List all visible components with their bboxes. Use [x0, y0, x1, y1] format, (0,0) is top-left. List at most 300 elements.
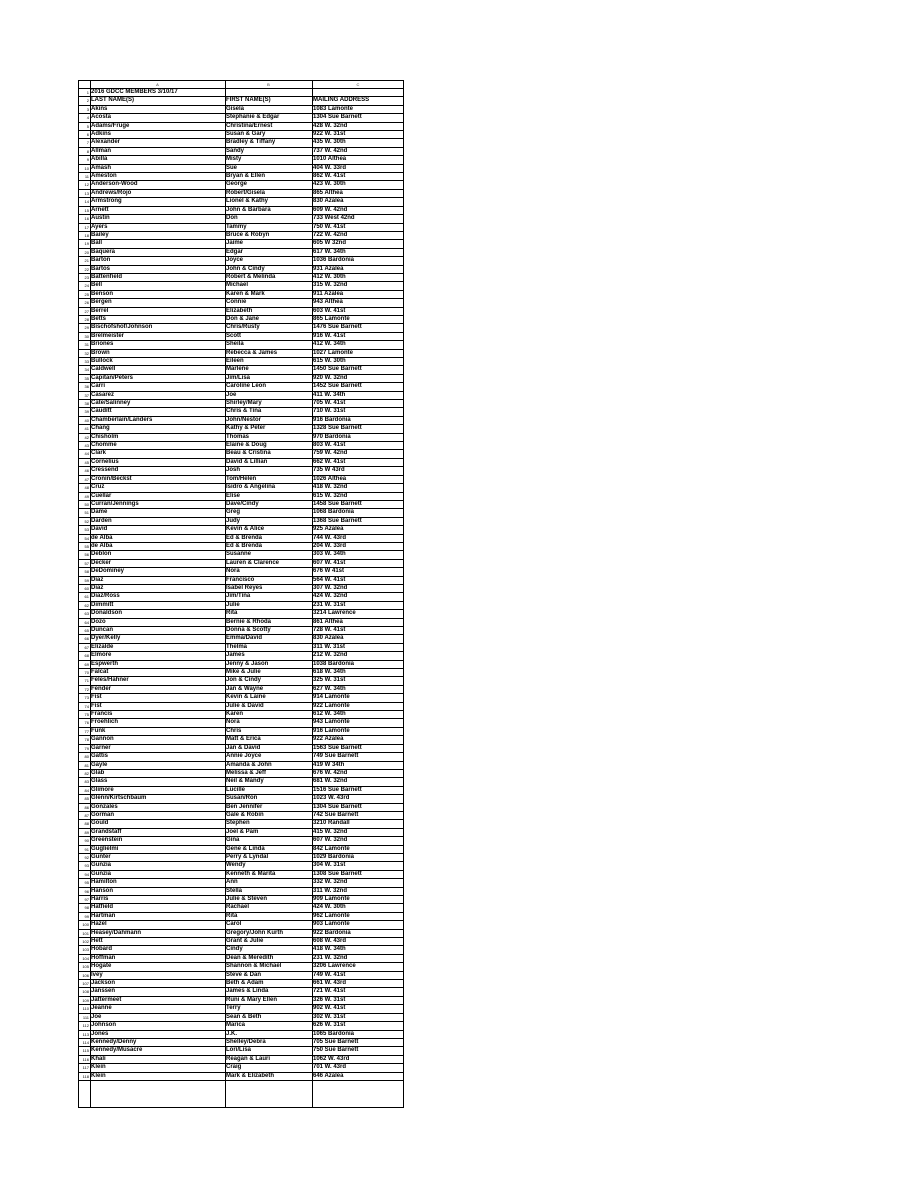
cell-mailing-address: 1062 W. 43rd — [313, 1055, 350, 1062]
cell-mailing-address: 676 W 41st — [313, 568, 345, 575]
cell-mailing-address: 943 Althea — [313, 299, 343, 306]
cell-last-name: Dimmitt — [91, 601, 114, 608]
cell-first-name: Emma/David — [226, 635, 263, 642]
table-row — [79, 1031, 403, 1039]
cell-last-name: Bischofshof/Johnson — [91, 324, 153, 331]
cell-last-name: Donaldson — [91, 610, 122, 617]
row-number: 94 — [84, 871, 89, 877]
row-number: 77 — [84, 728, 89, 734]
cell-mailing-address: 424 W. 32nd — [313, 593, 348, 600]
cell-last-name: Hartman — [91, 912, 116, 919]
table-row — [79, 551, 403, 559]
table-row — [79, 644, 403, 652]
cell-first-name: Shirley/Mary — [226, 400, 262, 407]
column-header-a: A — [156, 82, 159, 87]
table-row — [79, 291, 403, 299]
cell-first-name: Robert/Gisela — [226, 189, 266, 196]
cell-first-name: Bryan & Ellen — [226, 173, 266, 180]
cell-mailing-address: 412 W. 30th — [313, 273, 346, 280]
cell-last-name: Harris — [91, 896, 109, 902]
cell-last-name: Benson — [91, 290, 114, 297]
cell-mailing-address: 721 W. 41st — [313, 988, 346, 995]
table-row — [79, 106, 403, 114]
row-number: 115 — [82, 1048, 89, 1054]
cell-first-name: Kathy & Peter — [226, 425, 266, 432]
cell-mailing-address: 418 W. 32nd — [313, 484, 348, 491]
cell-mailing-address: 909 Lamonte — [313, 896, 350, 902]
row-number: 2 — [86, 98, 89, 104]
cell-last-name: Chomme — [91, 442, 117, 449]
cell-first-name: Susan/Ron — [226, 795, 258, 802]
table-row — [79, 669, 403, 677]
table-row — [79, 434, 403, 442]
table-row — [79, 837, 403, 845]
row-number: 117 — [82, 1065, 89, 1071]
table-row — [79, 812, 403, 820]
row-number: 14 — [84, 199, 89, 205]
row-number: 15 — [84, 207, 89, 213]
cell-last-name: Austin — [91, 215, 110, 222]
row-number: 59 — [84, 577, 89, 583]
row-number: 10 — [84, 165, 89, 171]
grid-line — [312, 81, 313, 1107]
cell-first-name: Grant & Julie — [226, 938, 264, 945]
row-number: 38 — [84, 401, 89, 407]
cell-last-name: Johnson — [91, 1022, 116, 1029]
row-number: 90 — [84, 838, 89, 844]
row-number: 54 — [84, 535, 89, 541]
table-row — [79, 358, 403, 366]
row-number: 58 — [84, 569, 89, 575]
cell-first-name: John & Cindy — [226, 265, 265, 272]
cell-last-name: Hamilton — [91, 879, 117, 886]
cell-last-name: Fist — [91, 702, 102, 709]
cell-mailing-address: 922 W. 31st — [313, 131, 346, 138]
cell-mailing-address: 962 Lamonte — [313, 912, 350, 919]
cell-last-name: Cate/Salinney — [91, 400, 131, 407]
row-number: 106 — [82, 972, 89, 978]
cell-mailing-address: 411 W. 34th — [313, 391, 346, 398]
cell-mailing-address: 728 W. 41st — [313, 627, 346, 633]
table-row — [79, 190, 403, 198]
cell-first-name: Marica — [226, 1022, 246, 1029]
table-row — [79, 467, 403, 475]
cell-last-name: Acosta — [91, 114, 112, 121]
table-row — [79, 577, 403, 585]
cell-last-name: Cressend — [91, 467, 119, 474]
cell-mailing-address: 302 W. 31st — [313, 1013, 346, 1020]
row-number: 49 — [84, 493, 89, 499]
row-number: 9 — [86, 157, 89, 163]
cell-first-name: John/Nestor — [226, 416, 262, 423]
cell-last-name: Diaz — [91, 576, 104, 583]
cell-last-name: Hanson — [91, 887, 114, 894]
cell-first-name: Joyce — [226, 257, 244, 264]
cell-last-name: Gunter — [91, 853, 111, 860]
table-row — [79, 686, 403, 694]
cell-first-name: Isabel Reyes — [226, 584, 263, 591]
grid-line — [225, 81, 226, 1107]
cell-first-name: Greg — [226, 509, 241, 516]
row-number: 64 — [84, 619, 89, 625]
cell-last-name: Garner — [91, 744, 111, 751]
cell-first-name: Craig — [226, 1064, 242, 1071]
cell-first-name: Julie & Steven — [226, 896, 268, 902]
table-row — [79, 736, 403, 744]
cell-mailing-address: 1516 Sue Barnett — [313, 786, 362, 793]
sheet-title: 2016 GDCC MEMBERS 3/10/17 — [91, 89, 178, 95]
cell-last-name: Jones — [91, 1030, 109, 1037]
header-last-name: LAST NAME(S) — [91, 97, 134, 104]
cell-first-name: Steve & Dan — [226, 971, 262, 978]
table-row — [79, 879, 403, 887]
cell-last-name: Gunzia — [91, 870, 112, 877]
cell-first-name: Annie Joyce — [226, 753, 262, 760]
cell-mailing-address: 902 W. 41st — [313, 1005, 346, 1012]
cell-mailing-address: 332 W. 32nd — [313, 879, 348, 886]
table-row — [79, 602, 403, 610]
cell-mailing-address: 646 Azalea — [313, 1072, 344, 1079]
cell-mailing-address: 303 W. 34th — [313, 551, 346, 558]
cell-mailing-address: 231 W. 32nd — [313, 954, 348, 961]
cell-first-name: Susan & Gary — [226, 131, 266, 138]
cell-mailing-address: 1027 Lamonte — [313, 349, 354, 356]
cell-last-name: Gonzales — [91, 803, 118, 810]
table-row — [79, 560, 403, 568]
cell-mailing-address: 326 W. 31st — [313, 996, 346, 1003]
cell-last-name: Barton — [91, 257, 111, 264]
row-number: 79 — [84, 745, 89, 751]
row-number: 28 — [84, 316, 89, 322]
row-number: 40 — [84, 417, 89, 423]
cell-last-name: Brelmeister — [91, 332, 125, 339]
cell-last-name: de Alba — [91, 542, 113, 549]
cell-mailing-address: 943 Lamonte — [313, 719, 350, 726]
cell-first-name: Dean & Meredith — [226, 954, 274, 961]
row-number: 71 — [84, 678, 89, 684]
cell-last-name: Kennedy/Denny — [91, 1038, 137, 1045]
cell-last-name: Adams/Fruge — [91, 122, 130, 129]
cell-last-name: Khali — [91, 1055, 106, 1062]
table-row — [79, 703, 403, 711]
cell-mailing-address: 1083 Lamonte — [313, 105, 354, 112]
cell-mailing-address: 618 W. 34th — [313, 669, 346, 676]
cell-mailing-address: 1563 Sue Barnett — [313, 744, 362, 751]
cell-last-name: Amash — [91, 164, 112, 171]
table-row — [79, 165, 403, 173]
cell-first-name: Eileen — [226, 358, 244, 364]
row-number: 31 — [84, 342, 89, 348]
cell-mailing-address: 916 W. 41st — [313, 332, 346, 339]
cell-mailing-address: 315 W. 32nd — [313, 282, 348, 289]
cell-mailing-address: 1304 Sue Barnett — [313, 803, 362, 810]
cell-mailing-address: 1458 Sue Barnett — [313, 500, 362, 507]
row-number: 89 — [84, 829, 89, 835]
table-row — [79, 408, 403, 416]
cell-last-name: Janssen — [91, 988, 116, 995]
cell-mailing-address: 925 Azalea — [313, 526, 344, 533]
row-number: 46 — [84, 468, 89, 474]
table-row — [79, 484, 403, 492]
row-number: 102 — [82, 939, 89, 945]
cell-mailing-address: 865 Lamonte — [313, 315, 350, 322]
cell-mailing-address: 903 Lamonte — [313, 921, 350, 928]
cell-first-name: Sue — [226, 164, 238, 171]
cell-last-name: Elmore — [91, 652, 112, 659]
cell-mailing-address: 612 W. 34th — [313, 711, 346, 718]
cell-first-name: Caroline Leon — [226, 383, 267, 390]
row-number: 95 — [84, 880, 89, 886]
cell-last-name: Francis — [91, 711, 113, 718]
table-row — [79, 1064, 403, 1072]
cell-last-name: Chang — [91, 425, 110, 432]
cell-mailing-address: 1450 Sue Barnett — [313, 366, 362, 373]
cell-first-name: Lori/Lisa — [226, 1047, 252, 1054]
cell-last-name: de Alba — [91, 534, 113, 541]
row-number: 11 — [84, 174, 89, 180]
table-row — [79, 459, 403, 467]
table-row — [79, 619, 403, 627]
cell-last-name: Joe — [91, 1013, 102, 1020]
cell-last-name: Glenn/Kirtschbaum — [91, 795, 147, 802]
cell-last-name: Gorman — [91, 811, 115, 818]
cell-mailing-address: 705 W. 41st — [313, 400, 346, 407]
cell-mailing-address: 311 W. 32nd — [313, 887, 348, 894]
cell-last-name: Darden — [91, 517, 112, 524]
cell-last-name: Glab — [91, 769, 105, 776]
table-row — [79, 316, 403, 324]
cell-first-name: Bradley & Tiffany — [226, 139, 276, 146]
cell-last-name: Armstrong — [91, 198, 122, 205]
cell-last-name: Klein — [91, 1064, 106, 1071]
table-row — [79, 156, 403, 164]
cell-first-name: Rita — [226, 912, 238, 919]
header-row — [79, 97, 403, 105]
cell-last-name: Bullock — [91, 358, 113, 364]
table-row — [79, 324, 403, 332]
cell-first-name: Nora — [226, 719, 240, 726]
cell-first-name: Judy — [226, 517, 241, 524]
cell-mailing-address: 661 W. 43rd — [313, 980, 347, 987]
row-number: 97 — [84, 897, 89, 902]
table-row — [79, 198, 403, 206]
table-row — [79, 635, 403, 643]
cell-first-name: Nora — [226, 568, 240, 575]
table-row — [79, 888, 403, 896]
cell-first-name: Josh — [226, 467, 241, 474]
row-number: 103 — [82, 947, 89, 953]
cell-mailing-address: 744 W. 43rd — [313, 534, 347, 541]
table-row — [79, 762, 403, 770]
cell-last-name: Fist — [91, 694, 102, 701]
row-number: 99 — [84, 913, 89, 919]
table-row — [79, 333, 403, 341]
table-row — [79, 215, 403, 223]
table-row — [79, 341, 403, 349]
cell-last-name: Grandstaff — [91, 828, 122, 835]
table-row — [79, 450, 403, 458]
row-number: 30 — [84, 333, 89, 339]
cell-first-name: Connie — [226, 299, 247, 306]
cell-last-name: Capitan/Peters — [91, 374, 134, 381]
cell-last-name: Hogate — [91, 963, 112, 970]
cell-mailing-address: 662 W. 41st — [313, 458, 346, 465]
table-row — [79, 719, 403, 727]
row-number: 87 — [84, 812, 89, 818]
cell-first-name: Jim/Lisa — [226, 374, 251, 381]
cell-mailing-address: 404 W. 33rd — [313, 164, 347, 171]
cell-mailing-address: 865 Althea — [313, 189, 343, 196]
cell-last-name: Espwerth — [91, 660, 119, 667]
row-number: 3 — [86, 106, 89, 112]
cell-first-name: Amanda & John — [226, 761, 272, 768]
cell-first-name: Stephanie & Edgar — [226, 114, 280, 121]
cell-first-name: Misty — [226, 156, 242, 163]
row-number: 74 — [84, 703, 89, 709]
cell-last-name: Glimore — [91, 786, 114, 793]
row-number: 104 — [82, 955, 89, 961]
cell-last-name: Betts — [91, 315, 107, 322]
table-row — [79, 585, 403, 593]
cell-mailing-address: 615 W. 32nd — [313, 492, 348, 499]
table-row — [79, 173, 403, 181]
table-row — [79, 787, 403, 795]
cell-mailing-address: 861 Althea — [313, 618, 343, 625]
row-number: 66 — [84, 636, 89, 642]
cell-first-name: Chris/Rusty — [226, 324, 260, 331]
cell-last-name: Andrews/Rojo — [91, 189, 132, 196]
cell-mailing-address: 419 W 34th — [313, 761, 345, 768]
cell-last-name: Gannon — [91, 736, 114, 743]
cell-first-name: Isidro & Angelina — [226, 484, 276, 491]
table-row — [79, 938, 403, 946]
row-number: 7 — [86, 140, 89, 146]
cell-mailing-address: 759 W. 42nd — [313, 450, 348, 457]
cell-last-name: Adkins — [91, 131, 112, 138]
cell-mailing-address: 204 W. 33rd — [313, 542, 347, 549]
table-row — [79, 930, 403, 938]
row-number: 18 — [84, 232, 89, 238]
cell-mailing-address: 1068 Bardonia — [313, 509, 355, 516]
cell-last-name: Curran/Jennings — [91, 500, 139, 507]
row-number: 80 — [84, 754, 89, 760]
table-row — [79, 417, 403, 425]
row-number: 85 — [84, 796, 89, 802]
row-number: 42 — [84, 434, 89, 440]
cell-last-name: Hett — [91, 938, 103, 945]
cell-last-name: Jattermeet — [91, 996, 122, 1003]
table-row — [79, 593, 403, 601]
row-number: 81 — [84, 762, 89, 768]
cell-last-name: Cuellar — [91, 492, 112, 499]
table-row — [79, 988, 403, 996]
cell-first-name: Dave/Cindy — [226, 500, 259, 507]
cell-mailing-address: 311 W. 31st — [313, 643, 346, 650]
row-number: 118 — [82, 1073, 89, 1079]
cell-last-name: Decker — [91, 559, 112, 566]
cell-first-name: Don & Jane — [226, 315, 260, 322]
cell-first-name: Marlene — [226, 366, 249, 373]
row-number: 12 — [84, 182, 89, 188]
row-number: 91 — [84, 846, 89, 852]
cell-mailing-address: 676 W. 42nd — [313, 769, 348, 776]
cell-last-name: Feles/Hahner — [91, 677, 129, 684]
cell-mailing-address: 212 W. 32nd — [313, 652, 348, 659]
cell-first-name: George — [226, 181, 248, 188]
cell-mailing-address: 412 W. 34th — [313, 341, 346, 348]
table-row — [79, 677, 403, 685]
table-row — [79, 501, 403, 509]
table-row — [79, 274, 403, 282]
cell-first-name: Gale & Robin — [226, 811, 264, 818]
table-row — [79, 535, 403, 543]
cell-mailing-address: 1038 Bardonia — [313, 660, 355, 667]
cell-last-name: Carri — [91, 383, 106, 390]
cell-mailing-address: 733 West 42nd — [313, 215, 355, 222]
cell-mailing-address: 1026 Althea — [313, 475, 347, 482]
row-number: 92 — [84, 854, 89, 860]
cell-mailing-address: 1452 Sue Barnett — [313, 383, 362, 390]
cell-first-name: Jenny & Jason — [226, 660, 269, 667]
cell-first-name: James — [226, 652, 245, 659]
cell-last-name: Duncan — [91, 627, 114, 633]
cell-mailing-address: 705 Sue Barnett — [313, 1038, 359, 1045]
cell-first-name: Elaine & Doug — [226, 442, 267, 449]
row-number: 26 — [84, 300, 89, 306]
cell-mailing-address: 1036 Bardonia — [313, 257, 355, 264]
cell-mailing-address: 922 Azalea — [313, 736, 344, 743]
table-row — [79, 963, 403, 971]
header-mailing-address: MAILING ADDRESS — [313, 97, 370, 104]
cell-last-name: Chisholm — [91, 433, 119, 440]
cell-mailing-address: 735 W 43rd — [313, 467, 345, 474]
cell-mailing-address: 435 W. 30th — [313, 139, 346, 146]
cell-mailing-address: 1328 Sue Barnett — [313, 425, 362, 432]
cell-last-name: Gould — [91, 820, 109, 827]
cell-first-name: Francisco — [226, 576, 255, 583]
cell-mailing-address: 922 Bardonia — [313, 929, 351, 936]
cell-first-name: Melissa & Jeff — [226, 769, 267, 776]
cell-first-name: Beth & Adam — [226, 980, 264, 987]
cell-last-name: Ameston — [91, 173, 117, 180]
cell-first-name: Ann — [226, 879, 238, 886]
cell-last-name: Cauditt — [91, 408, 112, 415]
row-number: 33 — [84, 359, 89, 364]
cell-last-name: Berrel — [91, 307, 109, 314]
cell-first-name: Gene & Linda — [226, 845, 265, 852]
table-row — [79, 224, 403, 232]
cell-first-name: Joe — [226, 391, 237, 398]
cell-first-name: Ed & Brenda — [226, 542, 263, 549]
cell-mailing-address: 428 W. 32nd — [313, 122, 348, 129]
cell-first-name: Matt & Erica — [226, 736, 261, 743]
cell-mailing-address: 1023 W. 43rd — [313, 795, 350, 802]
row-number: 108 — [82, 989, 89, 995]
row-number: 73 — [84, 695, 89, 701]
table-row — [79, 392, 403, 400]
table-row — [79, 955, 403, 963]
cell-mailing-address: 830 Azalea — [313, 635, 344, 642]
row-number: 22 — [84, 266, 89, 272]
row-number: 20 — [84, 249, 89, 255]
row-number: 39 — [84, 409, 89, 415]
cell-mailing-address: 607 W. 41st — [313, 559, 346, 566]
cell-first-name: Perry & Lyndal — [226, 853, 269, 860]
cell-first-name: Runi & Mary Ellen — [226, 996, 278, 1003]
row-number: 105 — [82, 964, 89, 970]
row-number: 24 — [84, 283, 89, 289]
cell-mailing-address: 1065 Bardonia — [313, 1030, 355, 1037]
